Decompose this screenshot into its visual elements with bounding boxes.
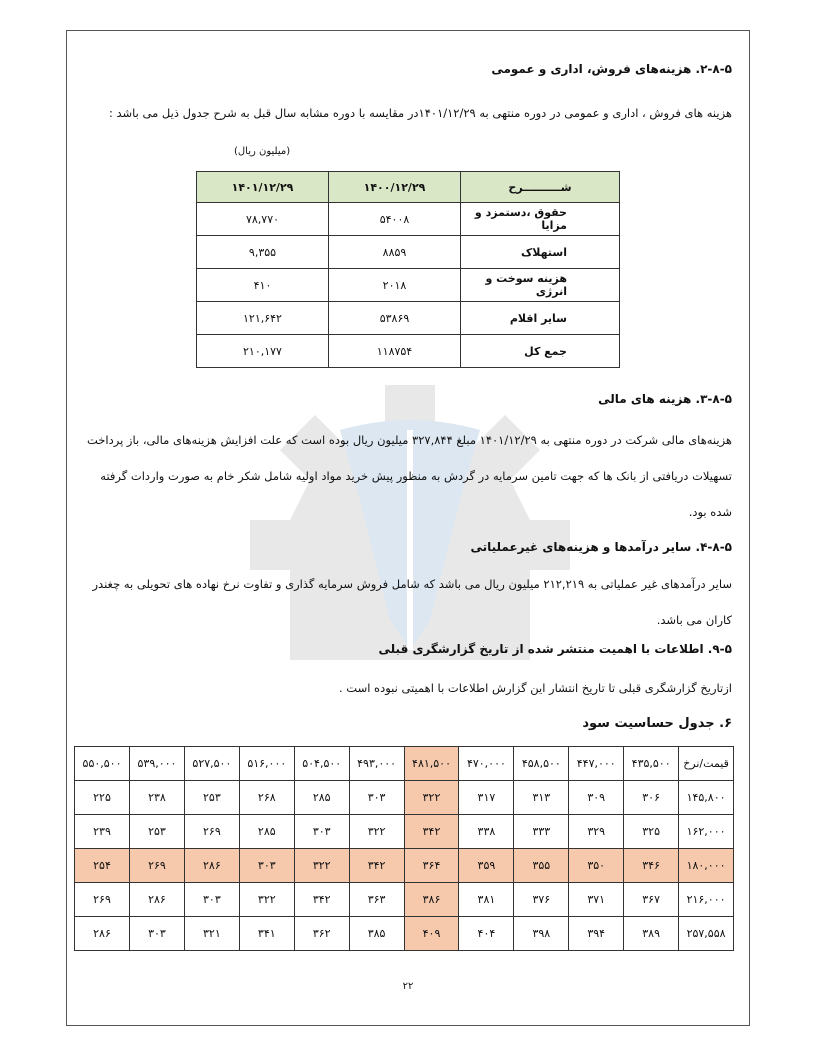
section-heading-important-info: ۹-۵. اطلاعات با اهمیت منتشر شده از تاریخ گزارشگری قبلی [378, 642, 732, 656]
sensitivity-cell: ۳۰۹ [569, 781, 624, 815]
sensitivity-cell: ۲۶۹ [75, 883, 130, 917]
section-text-selling-expenses: هزینه های فروش ، اداری و عمومی در دوره منتهی به ۱۴۰۱/۱۲/۲۹در مقایسه با دوره مشابه سال قبل به شرح جدول ذیل می باشد : [108, 106, 732, 120]
section-heading-selling-expenses: ۲-۸-۵. هزینه‌های فروش، اداری و عمومی [491, 62, 732, 76]
sensitivity-header-cell: ۵۲۷,۵۰۰ [184, 747, 239, 781]
sensitivity-cell: ۳۲۵ [624, 815, 679, 849]
sensitivity-header-cell: ۴۵۸,۵۰۰ [514, 747, 569, 781]
header-cell-description: شــــــــــرح [461, 172, 620, 203]
sensitivity-cell: ۳۸۱ [459, 883, 514, 917]
cell-description: هزینه سوخت و انرژی [461, 269, 620, 302]
table-row [197, 269, 620, 302]
sensitivity-row [75, 781, 734, 815]
cell-description: حقوق ،دستمزد و مزایا [461, 203, 620, 236]
sensitivity-row-label: ۱۶۲,۰۰۰ [679, 815, 734, 849]
sensitivity-corner-cell: قیمت/نرخ [679, 747, 734, 781]
sensitivity-cell: ۳۳۳ [514, 815, 569, 849]
cell-1400: ۵۳۸۶۹ [329, 302, 461, 335]
sensitivity-cell: ۲۵۳ [130, 815, 185, 849]
sensitivity-row [75, 883, 734, 917]
cell-1400: ۵۴۰۰۸ [329, 203, 461, 236]
sensitivity-cell: ۳۲۲ [294, 849, 349, 883]
sensitivity-cell: ۴۰۴ [459, 917, 514, 951]
table-row [197, 302, 620, 335]
cell-1401: ۲۱۰,۱۷۷ [197, 335, 329, 368]
unit-label: (میلیون ریال) [234, 146, 291, 157]
sensitivity-cell: ۳۰۶ [624, 781, 679, 815]
sensitivity-row-label: ۲۵۷,۵۵۸ [679, 917, 734, 951]
sensitivity-cell: ۳۶۳ [349, 883, 404, 917]
cell-1400: ۸۸۵۹ [329, 236, 461, 269]
sensitivity-cell: ۳۰۳ [239, 849, 294, 883]
sensitivity-header-cell: ۴۳۵,۵۰۰ [624, 747, 679, 781]
sensitivity-row-label: ۱۸۰,۰۰۰ [679, 849, 734, 883]
sensitivity-cell: ۲۸۵ [239, 815, 294, 849]
cell-description: جمع کل [461, 335, 620, 368]
sensitivity-cell: ۳۶۴ [404, 849, 459, 883]
sensitivity-row-label: ۱۴۵,۸۰۰ [679, 781, 734, 815]
sensitivity-cell: ۳۶۲ [294, 917, 349, 951]
cell-1400: ۲۰۱۸ [329, 269, 461, 302]
sensitivity-cell: ۴۰۹ [404, 917, 459, 951]
section-text-other-income: سایر درآمدهای غیر عملیاتی به ۲۱۲,۲۱۹ میلیون ریال می باشد که شامل فروش سرمایه گذاری و تفاوت نرخ نهاده های تحویلی به چغندر کاران می باشد. [92, 577, 732, 627]
sensitivity-cell: ۳۱۳ [514, 781, 569, 815]
sensitivity-cell: ۲۳۹ [75, 815, 130, 849]
sensitivity-cell: ۳۴۱ [239, 917, 294, 951]
sensitivity-cell: ۳۸۶ [404, 883, 459, 917]
sensitivity-cell: ۳۷۱ [569, 883, 624, 917]
sensitivity-cell: ۳۸۹ [624, 917, 679, 951]
cell-1401: ۱۲۱,۶۴۲ [197, 302, 329, 335]
sensitivity-cell: ۳۲۲ [239, 883, 294, 917]
sensitivity-header-cell: ۴۹۳,۰۰۰ [349, 747, 404, 781]
section-text-important-info: ازتاریخ گزارشگری قبلی تا تاریخ انتشار این گزارش اطلاعات با اهمیتی نبوده است . [338, 681, 732, 695]
sensitivity-row-label: ۲۱۶,۰۰۰ [679, 883, 734, 917]
sensitivity-cell: ۳۷۶ [514, 883, 569, 917]
section-heading-other-income: ۴-۸-۵. سایر درآمدها و هزینه‌های غیرعملیاتی [470, 540, 732, 554]
sensitivity-cell: ۳۴۲ [404, 815, 459, 849]
sensitivity-cell: ۳۰۳ [130, 917, 185, 951]
section-heading-sensitivity: ۶. جدول حساسیت سود [582, 716, 732, 731]
sensitivity-cell: ۳۵۹ [459, 849, 514, 883]
cell-description: استهلاک [461, 236, 620, 269]
sensitivity-cell: ۲۸۶ [130, 883, 185, 917]
sensitivity-cell: ۳۴۲ [294, 883, 349, 917]
sensitivity-header-cell: ۵۱۶,۰۰۰ [239, 747, 294, 781]
sensitivity-header-cell: ۴۷۰,۰۰۰ [459, 747, 514, 781]
sensitivity-cell: ۳۲۹ [569, 815, 624, 849]
sensitivity-cell: ۲۵۴ [75, 849, 130, 883]
cell-1401: ۹,۳۵۵ [197, 236, 329, 269]
sensitivity-cell: ۳۹۴ [569, 917, 624, 951]
sensitivity-cell: ۳۸۵ [349, 917, 404, 951]
expenses-table [196, 171, 620, 368]
sensitivity-cell: ۲۸۶ [75, 917, 130, 951]
sensitivity-cell: ۳۵۰ [569, 849, 624, 883]
sensitivity-cell: ۳۰۳ [184, 883, 239, 917]
cell-1401: ۷۸,۷۷۰ [197, 203, 329, 236]
table-row [197, 236, 620, 269]
sensitivity-cell: ۲۸۵ [294, 781, 349, 815]
sensitivity-cell: ۲۶۹ [130, 849, 185, 883]
sensitivity-row [75, 815, 734, 849]
sensitivity-cell: ۳۲۱ [184, 917, 239, 951]
section-heading-financial-costs: ۳-۸-۵. هزینه های مالی [598, 392, 732, 406]
cell-1400: ۱۱۸۷۵۴ [329, 335, 461, 368]
sensitivity-cell: ۳۱۷ [459, 781, 514, 815]
sensitivity-cell: ۳۲۲ [404, 781, 459, 815]
header-cell-1401: ۱۴۰۱/۱۲/۲۹ [197, 172, 329, 203]
header-cell-1400: ۱۴۰۰/۱۲/۲۹ [329, 172, 461, 203]
sensitivity-cell: ۳۰۳ [294, 815, 349, 849]
sensitivity-cell: ۲۵۳ [184, 781, 239, 815]
sensitivity-row [75, 917, 734, 951]
sensitivity-table [74, 746, 734, 951]
sensitivity-cell: ۳۵۵ [514, 849, 569, 883]
table-header-row [197, 172, 620, 203]
table-row [197, 335, 620, 368]
sensitivity-header-cell: ۴۴۷,۰۰۰ [569, 747, 624, 781]
sensitivity-cell: ۲۳۸ [130, 781, 185, 815]
sensitivity-cell: ۳۹۸ [514, 917, 569, 951]
sensitivity-row-highlighted [75, 849, 734, 883]
sensitivity-cell: ۳۴۲ [349, 849, 404, 883]
sensitivity-cell: ۳۴۶ [624, 849, 679, 883]
sensitivity-cell: ۳۰۳ [349, 781, 404, 815]
sensitivity-cell: ۲۶۸ [239, 781, 294, 815]
sensitivity-cell: ۳۲۲ [349, 815, 404, 849]
sensitivity-cell: ۳۶۷ [624, 883, 679, 917]
sensitivity-cell: ۲۲۵ [75, 781, 130, 815]
section-text-financial-costs: هزینه‌های مالی شرکت در دوره منتهی به ۱۴۰۱/۱۲/۲۹ مبلغ ۳۲۷,۸۴۴ میلیون ریال بوده است که علت افزایش هزینه‌های مالی، باز پرداخت تسهیلات دریافتی از بانک ها که جهت تامین سرمایه در گردش به منظور پیش خرید مواد اولیه شامل شکر خام به صورت واردات گرفته شده بود. [87, 433, 732, 519]
cell-description: سایر اقلام [461, 302, 620, 335]
sensitivity-header-cell: ۵۳۹,۰۰۰ [130, 747, 185, 781]
sensitivity-header-cell: ۵۰۴,۵۰۰ [294, 747, 349, 781]
sensitivity-header-cell: ۵۵۰,۵۰۰ [75, 747, 130, 781]
sensitivity-cell: ۲۶۹ [184, 815, 239, 849]
page-number: ۲۲ [402, 981, 414, 992]
table-row [197, 203, 620, 236]
cell-1401: ۴۱۰ [197, 269, 329, 302]
sensitivity-header-cell: ۴۸۱,۵۰۰ [404, 747, 459, 781]
sensitivity-header-row [75, 747, 734, 781]
sensitivity-cell: ۳۳۸ [459, 815, 514, 849]
sensitivity-cell: ۲۸۶ [184, 849, 239, 883]
